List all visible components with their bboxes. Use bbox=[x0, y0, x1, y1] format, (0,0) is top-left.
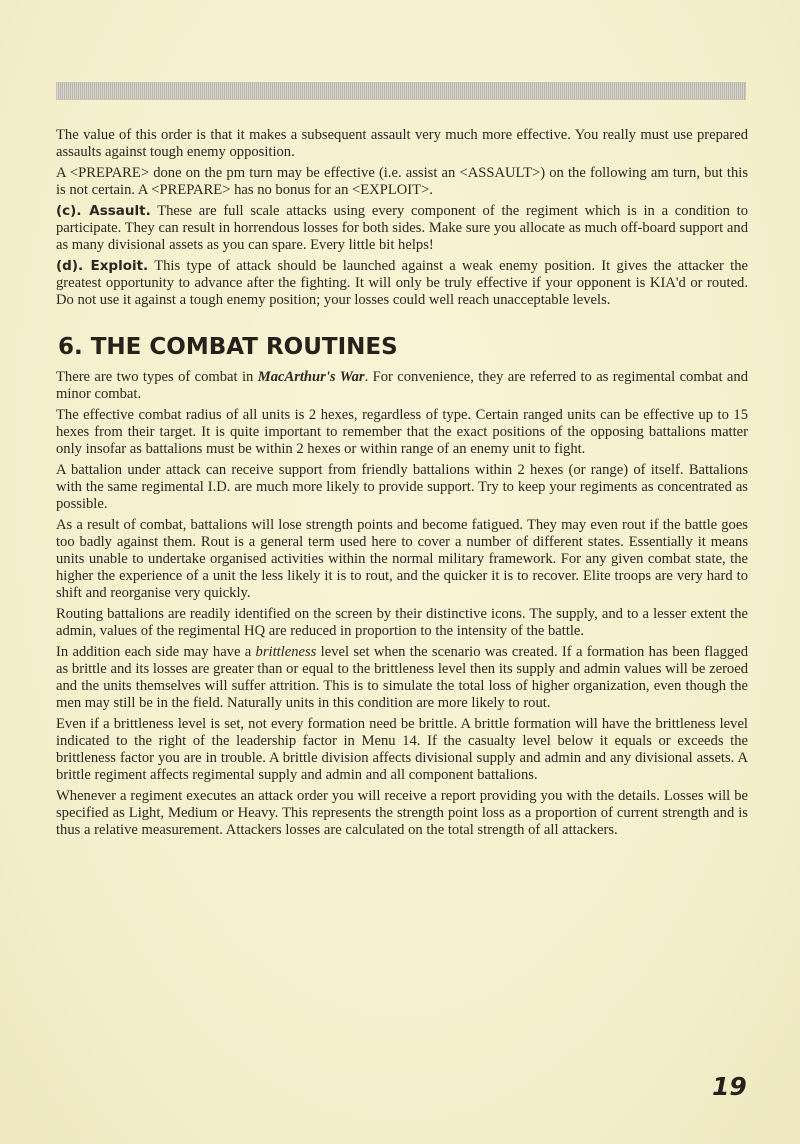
page-body bbox=[56, 127, 748, 843]
assault-text: These are full scale attacks using every component of the regiment which is in a condition to participate. They can result in horrendous losses for both sides. Make sure you allocate as much off-board support and as many divisional assets as you can spare. Every little bit helps! bbox=[56, 203, 749, 253]
paragraph: The effective combat radius of all units is 2 hexes, regardless of type. Certain ranged units can be effective up to 15 hexes from their target. It is quite important to remember that the exact positions of the opposing battalions matter only insofar as battalions must be within 2 hexes or within range of an enemy unit to fight. bbox=[56, 407, 748, 457]
paragraph: A <PREPARE> done on the pm turn may be effective (i.e. assist an <ASSAULT>) on the following am turn, but this is not certain. A <PREPARE> has no bonus for an <EXPLOIT>. bbox=[56, 165, 748, 198]
paragraph: Whenever a regiment executes an attack order you will receive a report providing you with the details. Losses will be specified as Light, Medium or Heavy. This represents the strength point loss as a proportion of current strength and is thus a relative measurement. Attackers losses are calculated on the total strength of all attackers. bbox=[56, 788, 748, 838]
paragraph: The value of this order is that it makes a subsequent assault very much more effective. You really must use prepared assaults against tough enemy opposition. bbox=[56, 127, 748, 160]
paragraph: As a result of combat, battalions will lose strength points and become fatigued. They may even rout if the battle goes too badly against them. Rout is a general term used here to cover a number of different states. Essentially it means units unable to undertake organised activities within the normal military framework. For any given combat state, the higher the experience of a unit the less likely it is to rout, and the quicker it is to recover. Elite troops are very hard to shift and reorganise very quickly. bbox=[56, 517, 748, 601]
assault-label: (c). Assault. bbox=[56, 203, 151, 219]
assault-paragraph bbox=[56, 203, 748, 254]
text-span: In addition each side may have a bbox=[56, 644, 256, 660]
exploit-label: (d). Exploit. bbox=[56, 258, 149, 274]
page-number: 19 bbox=[712, 1072, 747, 1101]
term-brittleness: brittleness bbox=[255, 644, 317, 660]
text-span: There are two types of combat in bbox=[56, 369, 258, 385]
text-span: . For convenience, they are referred to as regimental combat and minor combat. bbox=[56, 369, 748, 402]
paragraph: Even if a brittleness level is set, not every formation need be brittle. A brittle formation will have the brittleness level indicated to the right of the leadership factor in Menu 14. If the casualty level below it equals or exceeds the brittleness factor you are in trouble. A brittle division affects divisional supply and admin and any divisional assets. A brittle regiment affects regimental supply and admin and all component battalions. bbox=[56, 716, 748, 783]
paragraph: Routing battalions are readily identified on the screen by their distinctive icons. The supply, and to a lesser extent the admin, values of the regimental HQ are reduced in proportion to the intensity of the battle. bbox=[56, 606, 748, 639]
paragraph: A battalion under attack can receive support from friendly battalions within 2 hexes (or range) of itself. Battalions with the same regimental I.D. are much more likely to provide support. Try to keep your regiments as concentrated as possible. bbox=[56, 462, 748, 512]
paragraph bbox=[56, 644, 748, 712]
text-span: level set when the scenario was created. If a formation has been flagged as brittle and its losses are greater than or equal to the brittleness level then its supply and admin values will be zeroed and the units themselves will suffer attrition. This is to simulate the total loss of higher organization, even though the men may still be in the field. Naturally units in this condition are more likely to rout. bbox=[56, 644, 748, 711]
exploit-text: This type of attack should be launched against a weak enemy position. It gives the attacker the greatest opportunity to advance after the fighting. It will only be truly effective if your opponent is KIA'd or routed. Do not use it against a tough enemy position; your losses could well reach unacceptable levels. bbox=[56, 258, 748, 308]
section-heading: 6. THE COMBAT ROUTINES bbox=[58, 334, 398, 360]
exploit-paragraph bbox=[56, 258, 748, 309]
header-rule bbox=[56, 82, 746, 100]
game-title: MacArthur's War bbox=[257, 369, 365, 385]
paragraph bbox=[56, 369, 748, 403]
